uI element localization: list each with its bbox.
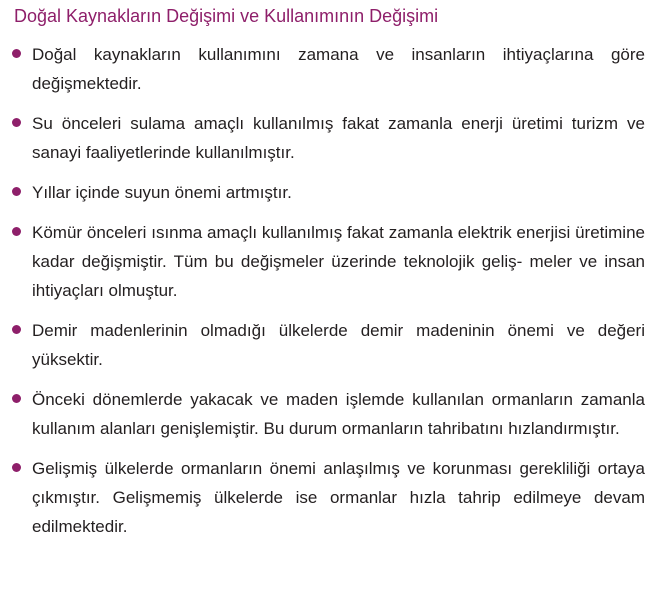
bullet-dot-icon <box>12 49 21 58</box>
list-item-text: Demir madenlerinin olmadığı ülkelerde demir madeninin önemi ve değeri yüksektir. <box>32 321 645 369</box>
section-title: Doğal Kaynakların Değişimi ve Kullanımının Değişimi <box>14 6 439 26</box>
list-item <box>0 218 661 305</box>
bullet-list <box>0 40 661 552</box>
bullet-dot-icon <box>12 187 21 196</box>
list-item <box>0 109 661 167</box>
bullet-dot-icon <box>12 325 21 334</box>
list-item <box>0 40 661 98</box>
list-item <box>0 385 661 443</box>
list-item-text: Gelişmiş ülkelerde ormanların önemi anlaşılmış ve korunması gerekliliği ortaya çıkmıştır. Gelişmemiş ülkelerde ise ormanlar hızla tahrip edilmeye devam edilmektedir. <box>32 459 645 536</box>
list-item-text: Su önceleri sulama amaçlı kullanılmış fakat zamanla enerji üretimi turizm ve sanayi faaliyetlerinde kullanılmıştır. <box>32 114 645 162</box>
list-item-text: Kömür önceleri ısınma amaçlı kullanılmış fakat zamanla elektrik enerjisi üretimine kadar değişmiştir. Tüm bu değişmeler üzerinde teknolojik geliş- meler ve insan ihtiyaçları olmuştur. <box>32 223 645 300</box>
bullet-dot-icon <box>12 118 21 127</box>
list-item <box>0 178 661 207</box>
list-item <box>0 316 661 374</box>
bullet-dot-icon <box>12 227 21 236</box>
bullet-dot-icon <box>12 463 21 472</box>
list-item-text: Doğal kaynakların kullanımını zamana ve insanların ihtiyaçlarına göre değişmektedir. <box>32 45 645 93</box>
bullet-dot-icon <box>12 394 21 403</box>
list-item-text: Önceki dönemlerde yakacak ve maden işlemde kullanılan ormanların zamanla kullanım alanları genişlemiştir. Bu durum ormanların tahribatını hızlandırmıştır. <box>32 390 645 438</box>
list-item-text: Yıllar içinde suyun önemi artmıştır. <box>32 183 292 202</box>
list-item <box>0 454 661 541</box>
